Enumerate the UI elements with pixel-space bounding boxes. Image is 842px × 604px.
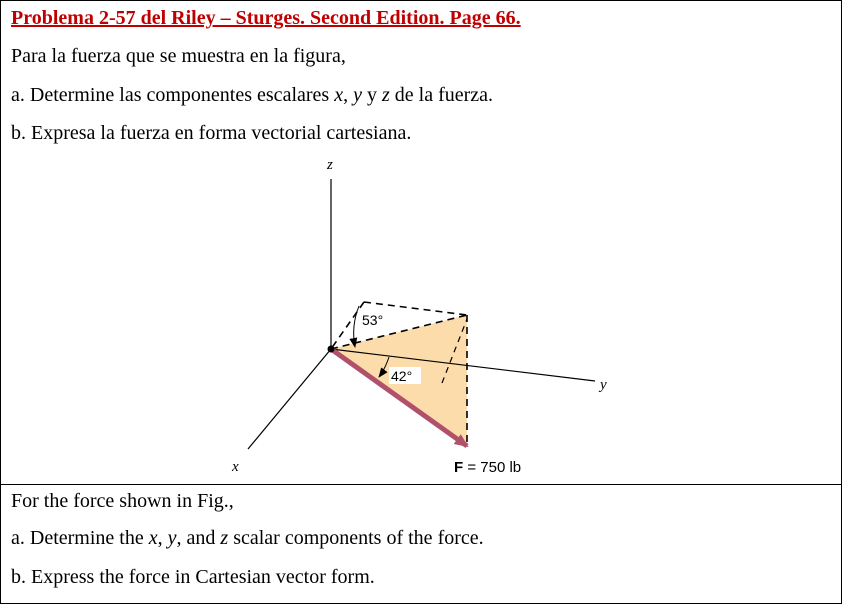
- z-axis-label: z: [327, 157, 333, 173]
- angle-42-label: 42°: [391, 368, 413, 384]
- problem-title: Problema 2-57 del Riley – Sturges. Second Edition. Page 66.: [11, 7, 521, 29]
- spanish-part-b: b. Expresa la fuerza en forma vectorial cartesiana.: [11, 122, 412, 144]
- y-axis-label: y: [600, 377, 607, 393]
- spanish-intro: Para la fuerza que se muestra en la figura,: [11, 45, 346, 67]
- x-axis-label: x: [232, 459, 239, 475]
- spanish-part-a: a. Determine las componentes escalares x, y y z de la fuerza.: [11, 84, 494, 106]
- angle-arc-53: [354, 306, 359, 347]
- origin-point: [328, 346, 335, 353]
- english-part-b: b. Express the force in Cartesian vector form.: [11, 566, 375, 588]
- angle-53-label: 53°: [362, 312, 384, 328]
- english-part-a: a. Determine the x, y, and z scalar components of the force.: [11, 527, 484, 549]
- force-label: F = 750 lb: [454, 459, 522, 476]
- force-figure: [1, 1, 841, 484]
- english-section: [1, 485, 841, 603]
- spanish-section: [1, 1, 841, 484]
- x-axis: [248, 349, 331, 449]
- english-intro: For the force shown in Fig.,: [11, 490, 234, 512]
